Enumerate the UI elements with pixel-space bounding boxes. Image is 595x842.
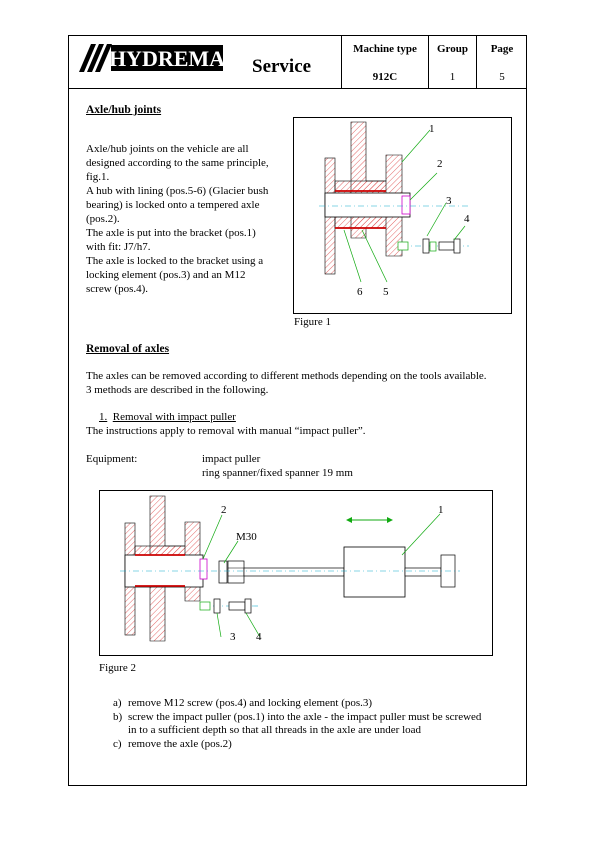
method-title: Removal with impact puller [112, 411, 236, 423]
method-heading [99, 411, 236, 425]
fig2-label-2: 2 [221, 504, 227, 516]
text-line: A hub with lining (pos.5-6) (Glacier bush [86, 185, 269, 197]
fig1-label-3: 3 [446, 195, 452, 207]
equipment-item: ring spanner/fixed spanner 19 mm [202, 467, 353, 479]
machine-type-label: Machine type [353, 43, 417, 55]
fig1-label-5: 5 [383, 286, 389, 298]
figure-2 [99, 490, 493, 656]
step-label: c) [113, 737, 122, 750]
page-label: Page [490, 43, 514, 55]
step-text: remove the axle (pos.2) [128, 737, 232, 750]
page-title: Service [252, 56, 312, 77]
text-line: fig.1. [86, 171, 110, 183]
fig1-label-4: 4 [464, 213, 470, 225]
text-line: 3 methods are described in the following. [86, 384, 269, 396]
text-line: The axles can be removed according to different methods depending on the tools available. [86, 370, 487, 382]
step-b [113, 711, 481, 738]
step-text: screw the impact puller (pos.1) into the axle - the impact puller must be screwed [128, 710, 482, 723]
text-line: (pos.2). [86, 213, 120, 225]
header-divider [68, 88, 527, 89]
figure-2-caption: Figure 2 [99, 662, 136, 674]
text-line: designed according to the same principle, [86, 157, 269, 169]
text-line: with fit: J7/h7. [86, 241, 151, 253]
text-line: The axle is locked to the bracket using a [86, 255, 264, 267]
step-label: b) [113, 710, 123, 723]
fig2-label-3: 3 [230, 631, 236, 643]
text-line: locking element (pos.3) and an M12 [86, 269, 246, 281]
hydrema-logo [79, 44, 223, 72]
text-line: screw (pos.4). [86, 283, 149, 295]
step-c [113, 738, 481, 752]
method-number: 1. [99, 411, 108, 423]
logo-text: HYDREMA [108, 46, 223, 71]
figure-1-caption: Figure 1 [294, 316, 331, 328]
section-heading: Removal of axles [86, 343, 170, 355]
group-value: 1 [449, 71, 456, 83]
text-line: bearing) is locked onto a tempered axle [86, 199, 260, 211]
step-text: remove M12 screw (pos.4) and locking element (pos.3) [128, 697, 373, 709]
fig1-label-2: 2 [437, 158, 443, 170]
equipment-label: Equipment: [86, 453, 138, 465]
section-heading: Axle/hub joints [86, 104, 162, 116]
text-line: The axle is put into the bracket (pos.1) [86, 227, 256, 239]
step-label: a) [113, 697, 122, 709]
fig2-label-4: 4 [256, 631, 262, 643]
machine-type-value: 912C [372, 71, 398, 83]
removal-steps [113, 697, 481, 751]
fig2-label-m30: M30 [236, 531, 257, 543]
figure-1 [293, 117, 512, 314]
text-line: The instructions apply to removal with manual “impact puller”. [86, 425, 366, 437]
fig1-label-6: 6 [357, 286, 363, 298]
text-line: Axle/hub joints on the vehicle are all [86, 143, 249, 155]
page-number: 5 [499, 71, 505, 83]
fig1-label-1: 1 [429, 123, 435, 135]
step-a [113, 697, 481, 711]
fig2-label-1: 1 [438, 504, 444, 516]
equipment-item: impact puller [202, 453, 261, 465]
step-text: in to a sufficient depth so that all threads in the axle are under load [128, 724, 422, 737]
group-label: Group [437, 43, 468, 55]
